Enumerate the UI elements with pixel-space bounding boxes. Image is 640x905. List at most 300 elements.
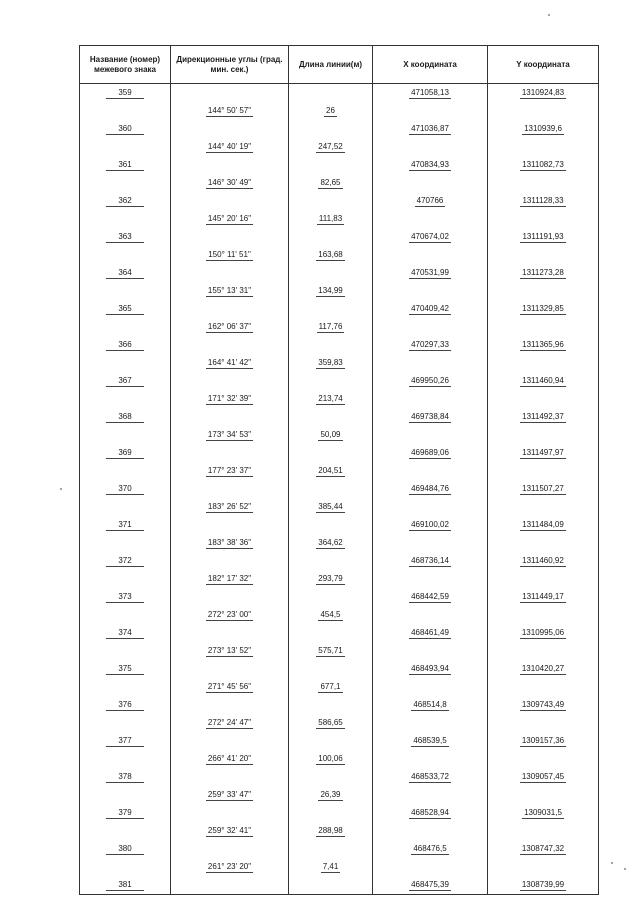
- mark-number-cell: [80, 336, 171, 354]
- y-coordinate-cell: [488, 876, 599, 895]
- segment-row: [80, 498, 599, 516]
- line-length-cell: [289, 390, 373, 408]
- mark-empty-cell: [80, 390, 171, 408]
- angle-empty-cell: [171, 408, 289, 426]
- line-length-cell: [289, 570, 373, 588]
- line-length: 100,06: [318, 754, 343, 763]
- x-coordinate: 471036,87: [411, 124, 449, 133]
- x-empty-cell: [373, 858, 488, 876]
- mark-empty-cell: [80, 858, 171, 876]
- x-empty-cell: [373, 786, 488, 804]
- angle-empty-cell: [171, 192, 289, 210]
- line-length-cell: [289, 282, 373, 300]
- x-coordinate-cell: [373, 444, 488, 462]
- y-empty-cell: [488, 750, 599, 768]
- mark-empty-cell: [80, 498, 171, 516]
- mark-number-cell: [80, 588, 171, 606]
- angle-empty-cell: [171, 480, 289, 498]
- mark-number-cell: [80, 876, 171, 895]
- length-empty-cell: [289, 768, 373, 786]
- mark-number-cell: [80, 624, 171, 642]
- angle-empty-cell: [171, 696, 289, 714]
- y-coordinate: 1311497,97: [522, 448, 564, 457]
- mark-number-cell: [80, 768, 171, 786]
- angle-empty-cell: [171, 264, 289, 282]
- y-coordinate: 1310420,27: [521, 664, 565, 673]
- y-coordinate: 1311365,96: [522, 340, 564, 349]
- y-coordinate-cell: [488, 336, 599, 354]
- y-empty-cell: [488, 354, 599, 372]
- length-empty-cell: [289, 480, 373, 498]
- length-empty-cell: [289, 588, 373, 606]
- x-coordinate: 468539,5: [413, 736, 447, 745]
- segment-row: [80, 462, 599, 480]
- length-empty-cell: [289, 372, 373, 390]
- line-length: 204,51: [318, 466, 343, 475]
- x-coordinate-cell: [373, 156, 488, 174]
- point-row: [80, 156, 599, 174]
- x-coordinate: 470834,93: [411, 160, 449, 169]
- x-coordinate-cell: [373, 264, 488, 282]
- angle-empty-cell: [171, 660, 289, 678]
- y-coordinate: 1310939,6: [524, 124, 562, 133]
- bearing-angle-cell: [171, 426, 289, 444]
- mark-number: 362: [106, 196, 143, 207]
- x-coordinate: 469950,26: [411, 376, 449, 385]
- line-length-cell: [289, 246, 373, 264]
- mark-number-cell: [80, 480, 171, 498]
- boundary-coordinates-table: [79, 45, 599, 895]
- mark-number-cell: [80, 840, 171, 858]
- y-coordinate-cell: [488, 408, 599, 426]
- line-length-cell: [289, 822, 373, 840]
- x-empty-cell: [373, 534, 488, 552]
- mark-number-cell: [80, 804, 171, 822]
- y-coordinate: 1311082,73: [522, 160, 564, 169]
- bearing-angle-cell: [171, 462, 289, 480]
- x-coordinate: 468476,5: [413, 844, 447, 853]
- point-row: [80, 696, 599, 714]
- point-row: [80, 732, 599, 750]
- point-row: [80, 228, 599, 246]
- bearing-angle-cell: [171, 714, 289, 732]
- x-empty-cell: [373, 138, 488, 156]
- y-coordinate-cell: [488, 120, 599, 138]
- length-empty-cell: [289, 120, 373, 138]
- line-length-cell: [289, 462, 373, 480]
- y-coordinate: 1311329,85: [522, 304, 564, 313]
- x-coordinate-cell: [373, 408, 488, 426]
- length-empty-cell: [289, 840, 373, 858]
- line-length: 134,99: [318, 286, 343, 295]
- y-coordinate-cell: [488, 768, 599, 786]
- x-coordinate: 468442,59: [411, 592, 449, 601]
- bearing-angle: 177° 23' 37": [207, 466, 252, 475]
- y-coordinate-cell: [488, 516, 599, 534]
- mark-number-cell: [80, 228, 171, 246]
- line-length-cell: [289, 318, 373, 336]
- mark-number-cell: [80, 552, 171, 570]
- bearing-angle-cell: [171, 642, 289, 660]
- bearing-angle: 266° 41' 20": [207, 754, 252, 763]
- angle-empty-cell: [171, 444, 289, 462]
- x-coordinate: 471058,13: [411, 88, 449, 97]
- x-empty-cell: [373, 822, 488, 840]
- x-coordinate: 468493,94: [411, 664, 449, 673]
- segment-row: [80, 426, 599, 444]
- x-coordinate-cell: [373, 624, 488, 642]
- y-empty-cell: [488, 786, 599, 804]
- bearing-angle: 144° 40' 19": [207, 142, 252, 151]
- segment-row: [80, 714, 599, 732]
- y-coordinate: 1311449,17: [522, 592, 564, 601]
- y-empty-cell: [488, 462, 599, 480]
- y-coordinate-cell: [488, 84, 599, 103]
- angle-empty-cell: [171, 120, 289, 138]
- x-coordinate-cell: [373, 300, 488, 318]
- length-empty-cell: [289, 336, 373, 354]
- line-length: 364,62: [318, 538, 343, 547]
- line-length: 26,39: [320, 790, 341, 799]
- x-coordinate-cell: [373, 804, 488, 822]
- line-length-cell: [289, 498, 373, 516]
- mark-number: 364: [106, 268, 143, 279]
- segment-row: [80, 138, 599, 156]
- length-empty-cell: [289, 804, 373, 822]
- point-row: [80, 624, 599, 642]
- mark-number: 374: [106, 628, 143, 639]
- length-empty-cell: [289, 624, 373, 642]
- y-empty-cell: [488, 498, 599, 516]
- mark-number-cell: [80, 408, 171, 426]
- bearing-angle-cell: [171, 570, 289, 588]
- angle-empty-cell: [171, 336, 289, 354]
- x-empty-cell: [373, 714, 488, 732]
- line-length-cell: [289, 138, 373, 156]
- x-coordinate: 470674,02: [411, 232, 449, 241]
- line-length: 50,09: [320, 430, 341, 439]
- x-coordinate: 470531,99: [411, 268, 449, 277]
- y-coordinate: 1311492,37: [522, 412, 564, 421]
- y-empty-cell: [488, 858, 599, 876]
- y-coordinate: 1311460,94: [522, 376, 564, 385]
- x-coordinate-cell: [373, 876, 488, 895]
- length-empty-cell: [289, 732, 373, 750]
- point-row: [80, 480, 599, 498]
- segment-row: [80, 570, 599, 588]
- bearing-angle: 272° 24' 47": [207, 718, 252, 727]
- y-coordinate: 1311484,09: [522, 520, 564, 529]
- bearing-angle: 150° 11' 51": [208, 250, 251, 259]
- x-coordinate-cell: [373, 732, 488, 750]
- length-empty-cell: [289, 444, 373, 462]
- line-length-cell: [289, 714, 373, 732]
- length-empty-cell: [289, 876, 373, 895]
- scan-speck: [611, 862, 613, 864]
- bearing-angle: 259° 33' 47": [207, 790, 252, 799]
- line-length: 117,76: [318, 322, 343, 331]
- point-row: [80, 264, 599, 282]
- mark-number-cell: [80, 300, 171, 318]
- bearing-angle-cell: [171, 498, 289, 516]
- mark-number: 379: [106, 808, 143, 819]
- x-coordinate-cell: [373, 372, 488, 390]
- y-coordinate-cell: [488, 588, 599, 606]
- y-coordinate-cell: [488, 300, 599, 318]
- line-length: 288,98: [318, 826, 343, 835]
- header-mark: Название (номер) межевого знака: [80, 46, 171, 84]
- mark-number: 377: [106, 736, 143, 747]
- line-length: 247,52: [318, 142, 343, 151]
- mark-empty-cell: [80, 642, 171, 660]
- line-length: 385,44: [318, 502, 343, 511]
- y-coordinate: 1308739,99: [521, 880, 565, 889]
- line-length: 677,1: [320, 682, 341, 691]
- y-coordinate: 1311191,93: [522, 232, 564, 241]
- angle-empty-cell: [171, 804, 289, 822]
- x-coordinate: 469689,06: [411, 448, 449, 457]
- line-length: 454,5: [320, 610, 341, 619]
- bearing-angle-cell: [171, 750, 289, 768]
- mark-empty-cell: [80, 282, 171, 300]
- x-coordinate-cell: [373, 228, 488, 246]
- point-row: [80, 768, 599, 786]
- length-empty-cell: [289, 660, 373, 678]
- mark-number-cell: [80, 732, 171, 750]
- bearing-angle: 182° 17' 32": [207, 574, 252, 583]
- line-length: 163,68: [318, 250, 343, 259]
- x-empty-cell: [373, 390, 488, 408]
- mark-number-cell: [80, 192, 171, 210]
- x-empty-cell: [373, 246, 488, 264]
- angle-empty-cell: [171, 372, 289, 390]
- y-coordinate: 1310924,83: [521, 88, 565, 97]
- length-empty-cell: [289, 264, 373, 282]
- mark-number: 372: [106, 556, 143, 567]
- x-coordinate: 470766: [416, 196, 444, 205]
- angle-empty-cell: [171, 84, 289, 103]
- line-length-cell: [289, 606, 373, 624]
- bearing-angle: 171° 32' 39": [207, 394, 252, 403]
- table-header-row: [80, 46, 599, 84]
- line-length-cell: [289, 534, 373, 552]
- y-empty-cell: [488, 714, 599, 732]
- bearing-angle: 164° 41' 42": [207, 358, 252, 367]
- mark-empty-cell: [80, 426, 171, 444]
- mark-number: 378: [106, 772, 143, 783]
- mark-number: 360: [106, 124, 143, 135]
- x-coordinate: 468514,8: [413, 700, 447, 709]
- length-empty-cell: [289, 408, 373, 426]
- segment-row: [80, 858, 599, 876]
- bearing-angle-cell: [171, 534, 289, 552]
- mark-number: 376: [106, 700, 143, 711]
- y-coordinate-cell: [488, 732, 599, 750]
- line-length: 359,83: [318, 358, 343, 367]
- y-empty-cell: [488, 102, 599, 120]
- y-coordinate: 1311273,28: [522, 268, 564, 277]
- x-empty-cell: [373, 318, 488, 336]
- segment-row: [80, 822, 599, 840]
- mark-number-cell: [80, 84, 171, 103]
- bearing-angle: 146° 30' 49": [207, 178, 252, 187]
- x-empty-cell: [373, 210, 488, 228]
- segment-row: [80, 354, 599, 372]
- line-length-cell: [289, 426, 373, 444]
- point-row: [80, 516, 599, 534]
- mark-number: 370: [106, 484, 143, 495]
- point-row: [80, 372, 599, 390]
- segment-row: [80, 102, 599, 120]
- line-length-cell: [289, 102, 373, 120]
- line-length-cell: [289, 786, 373, 804]
- line-length: 26: [326, 106, 335, 115]
- mark-empty-cell: [80, 354, 171, 372]
- y-empty-cell: [488, 390, 599, 408]
- y-coordinate-cell: [488, 624, 599, 642]
- x-coordinate: 468533,72: [411, 772, 449, 781]
- mark-empty-cell: [80, 174, 171, 192]
- bearing-angle: 162° 06' 37": [207, 322, 252, 331]
- point-row: [80, 336, 599, 354]
- scan-speck: [548, 14, 550, 16]
- x-coordinate: 469484,76: [411, 484, 449, 493]
- point-row: [80, 840, 599, 858]
- segment-row: [80, 642, 599, 660]
- bearing-angle: 273° 13' 52": [207, 646, 252, 655]
- segment-row: [80, 534, 599, 552]
- bearing-angle-cell: [171, 102, 289, 120]
- bearing-angle: 261° 23' 20": [207, 862, 252, 871]
- y-coordinate: 1309057,45: [521, 772, 565, 781]
- point-row: [80, 300, 599, 318]
- mark-number-cell: [80, 120, 171, 138]
- header-x: X координата: [373, 46, 488, 84]
- bearing-angle-cell: [171, 246, 289, 264]
- length-empty-cell: [289, 516, 373, 534]
- x-empty-cell: [373, 282, 488, 300]
- y-empty-cell: [488, 246, 599, 264]
- length-empty-cell: [289, 228, 373, 246]
- x-coordinate-cell: [373, 192, 488, 210]
- x-empty-cell: [373, 750, 488, 768]
- y-coordinate-cell: [488, 804, 599, 822]
- y-coordinate: 1311128,33: [522, 196, 564, 205]
- length-empty-cell: [289, 552, 373, 570]
- y-coordinate-cell: [488, 444, 599, 462]
- mark-number: 368: [106, 412, 143, 423]
- mark-number-cell: [80, 372, 171, 390]
- line-length-cell: [289, 750, 373, 768]
- y-coordinate-cell: [488, 192, 599, 210]
- mark-number-cell: [80, 516, 171, 534]
- y-coordinate: 1309157,36: [521, 736, 565, 745]
- bearing-angle-cell: [171, 678, 289, 696]
- bearing-angle-cell: [171, 174, 289, 192]
- segment-row: [80, 606, 599, 624]
- line-length-cell: [289, 678, 373, 696]
- bearing-angle-cell: [171, 822, 289, 840]
- mark-number: 359: [106, 88, 143, 99]
- line-length-cell: [289, 858, 373, 876]
- segment-row: [80, 786, 599, 804]
- length-empty-cell: [289, 156, 373, 174]
- angle-empty-cell: [171, 588, 289, 606]
- x-coordinate: 469738,84: [411, 412, 449, 421]
- mark-number: 361: [106, 160, 143, 171]
- x-coordinate-cell: [373, 84, 488, 103]
- x-coordinate-cell: [373, 660, 488, 678]
- y-empty-cell: [488, 570, 599, 588]
- bearing-angle-cell: [171, 282, 289, 300]
- y-coordinate: 1311507,27: [522, 484, 564, 493]
- x-coordinate: 468736,14: [411, 556, 449, 565]
- x-empty-cell: [373, 570, 488, 588]
- x-coordinate: 468461,49: [411, 628, 449, 637]
- y-coordinate-cell: [488, 552, 599, 570]
- mark-number: 381: [106, 880, 143, 891]
- x-coordinate-cell: [373, 552, 488, 570]
- line-length: 7,41: [322, 862, 339, 871]
- segment-row: [80, 210, 599, 228]
- mark-empty-cell: [80, 570, 171, 588]
- segment-row: [80, 282, 599, 300]
- angle-empty-cell: [171, 840, 289, 858]
- line-length: 586,65: [318, 718, 343, 727]
- point-row: [80, 660, 599, 678]
- mark-number: 366: [106, 340, 143, 351]
- x-coordinate: 468475,39: [411, 880, 449, 889]
- y-coordinate: 1309031,5: [524, 808, 562, 817]
- y-coordinate-cell: [488, 660, 599, 678]
- mark-number-cell: [80, 444, 171, 462]
- mark-empty-cell: [80, 246, 171, 264]
- y-coordinate-cell: [488, 264, 599, 282]
- x-coordinate: 468528,94: [411, 808, 449, 817]
- x-empty-cell: [373, 642, 488, 660]
- mark-number: 365: [106, 304, 143, 315]
- x-empty-cell: [373, 174, 488, 192]
- angle-empty-cell: [171, 876, 289, 895]
- bearing-angle: 145° 20' 16": [207, 214, 252, 223]
- line-length-cell: [289, 642, 373, 660]
- x-empty-cell: [373, 498, 488, 516]
- mark-number-cell: [80, 156, 171, 174]
- y-empty-cell: [488, 534, 599, 552]
- length-empty-cell: [289, 696, 373, 714]
- angle-empty-cell: [171, 732, 289, 750]
- bearing-angle: 183° 38' 36": [207, 538, 252, 547]
- bearing-angle: 272° 23' 00": [207, 610, 252, 619]
- bearing-angle-cell: [171, 318, 289, 336]
- x-coordinate-cell: [373, 480, 488, 498]
- mark-empty-cell: [80, 750, 171, 768]
- bearing-angle-cell: [171, 606, 289, 624]
- line-length-cell: [289, 354, 373, 372]
- segment-row: [80, 750, 599, 768]
- x-coordinate-cell: [373, 696, 488, 714]
- x-coordinate-cell: [373, 336, 488, 354]
- point-row: [80, 552, 599, 570]
- x-coordinate: 469100,02: [411, 520, 449, 529]
- x-coordinate-cell: [373, 516, 488, 534]
- y-empty-cell: [488, 678, 599, 696]
- mark-empty-cell: [80, 822, 171, 840]
- scan-speck: [60, 488, 62, 490]
- line-length-cell: [289, 174, 373, 192]
- line-length: 82,65: [320, 178, 341, 187]
- mark-empty-cell: [80, 534, 171, 552]
